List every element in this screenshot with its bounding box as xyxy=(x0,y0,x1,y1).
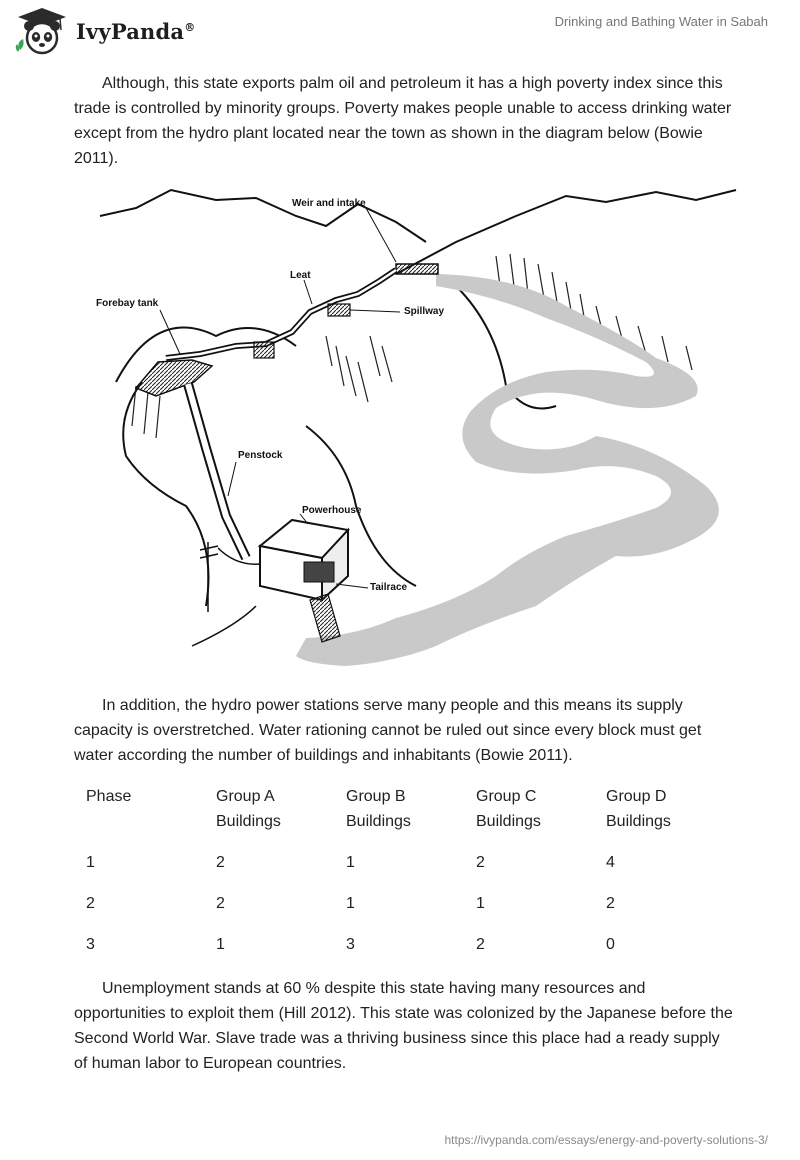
turbine xyxy=(304,562,334,582)
table-cell: 1 xyxy=(216,936,225,953)
label-penstock: Penstock xyxy=(238,450,283,461)
table-row xyxy=(74,891,734,932)
paragraph-1: Although, this state exports palm oil and petroleum it has a high poverty index since this trade is controlled by minority groups. Poverty makes people unable to access drinking water except from the hydro plant located near the town as shown in the diagram below (Bowie 2011). xyxy=(74,75,732,167)
panda-mascot-icon xyxy=(14,6,70,56)
label-weir: Weir and intake xyxy=(292,198,366,209)
forebay-tank xyxy=(136,360,212,396)
table-cell: 1 xyxy=(476,895,485,912)
river xyxy=(296,274,719,666)
paragraph-2: In addition, the hydro power stations serve many people and this means its supply capacity is overstretched. Water rationing cannot be ruled out since every block must get water according the number of buildings and inhabitants (Bowie 2011). xyxy=(74,697,702,764)
label-forebay: Forebay tank xyxy=(96,298,159,309)
label-leat: Leat xyxy=(290,270,311,281)
table-cell: 4 xyxy=(606,854,615,871)
leat-channel xyxy=(166,270,396,358)
table-cell: 1 xyxy=(346,854,355,871)
table-header-cell: Group A Buildings xyxy=(216,788,281,830)
table-cell: 2 xyxy=(86,895,95,912)
table-cell: 2 xyxy=(476,854,485,871)
page-header xyxy=(0,0,800,64)
label-powerhouse: Powerhouse xyxy=(302,505,362,516)
label-tailrace: Tailrace xyxy=(370,582,408,593)
hydro-plant-diagram xyxy=(96,186,746,676)
tailrace-channel xyxy=(310,594,340,642)
ground-line xyxy=(192,606,256,646)
mountain-ridge-back xyxy=(100,190,426,242)
slope-hatching xyxy=(132,254,692,438)
table-cell: 1 xyxy=(86,854,95,871)
table-cell: 2 xyxy=(216,895,225,912)
table-cell: 2 xyxy=(606,895,615,912)
forebay-pipe-block xyxy=(254,342,274,358)
buildings-table xyxy=(74,784,734,973)
table-header-cell: Group B Buildings xyxy=(346,788,411,830)
table-cell: 3 xyxy=(346,936,355,953)
table-cell: 2 xyxy=(216,854,225,871)
table-row xyxy=(74,932,734,973)
table-cell: 1 xyxy=(346,895,355,912)
mountain-ridge-right xyxy=(396,190,736,274)
document-title: Drinking and Bathing Water in Sabah xyxy=(554,14,768,29)
table-cell: 2 xyxy=(476,936,485,953)
table-row xyxy=(74,850,734,891)
paragraph-3: Unemployment stands at 60 % despite this state having many resources and opportunities to exploit them (Hill 2012). This state was colonized by the Japanese before the Second World War. Slave trade was a thriving business since this place had a ready supply of human labor to European countries. xyxy=(74,980,733,1072)
table-header-cell: Group D Buildings xyxy=(606,788,671,830)
source-url-link[interactable]: https://ivypanda.com/essays/energy-and-poverty-solutions-3/ xyxy=(444,1133,768,1147)
table-header-cell: Group C Buildings xyxy=(476,788,541,830)
table-header-cell: Phase xyxy=(86,788,132,805)
table-cell: 0 xyxy=(606,936,615,953)
spillway-structure xyxy=(328,304,350,316)
brand-name: IvyPanda® xyxy=(76,18,196,44)
leat-channel-inner xyxy=(166,270,396,358)
weir-intake xyxy=(396,264,438,274)
ivypanda-logo[interactable] xyxy=(14,6,195,56)
table-cell: 3 xyxy=(86,936,95,953)
label-spillway: Spillway xyxy=(404,306,445,317)
table-header-row xyxy=(74,784,734,850)
